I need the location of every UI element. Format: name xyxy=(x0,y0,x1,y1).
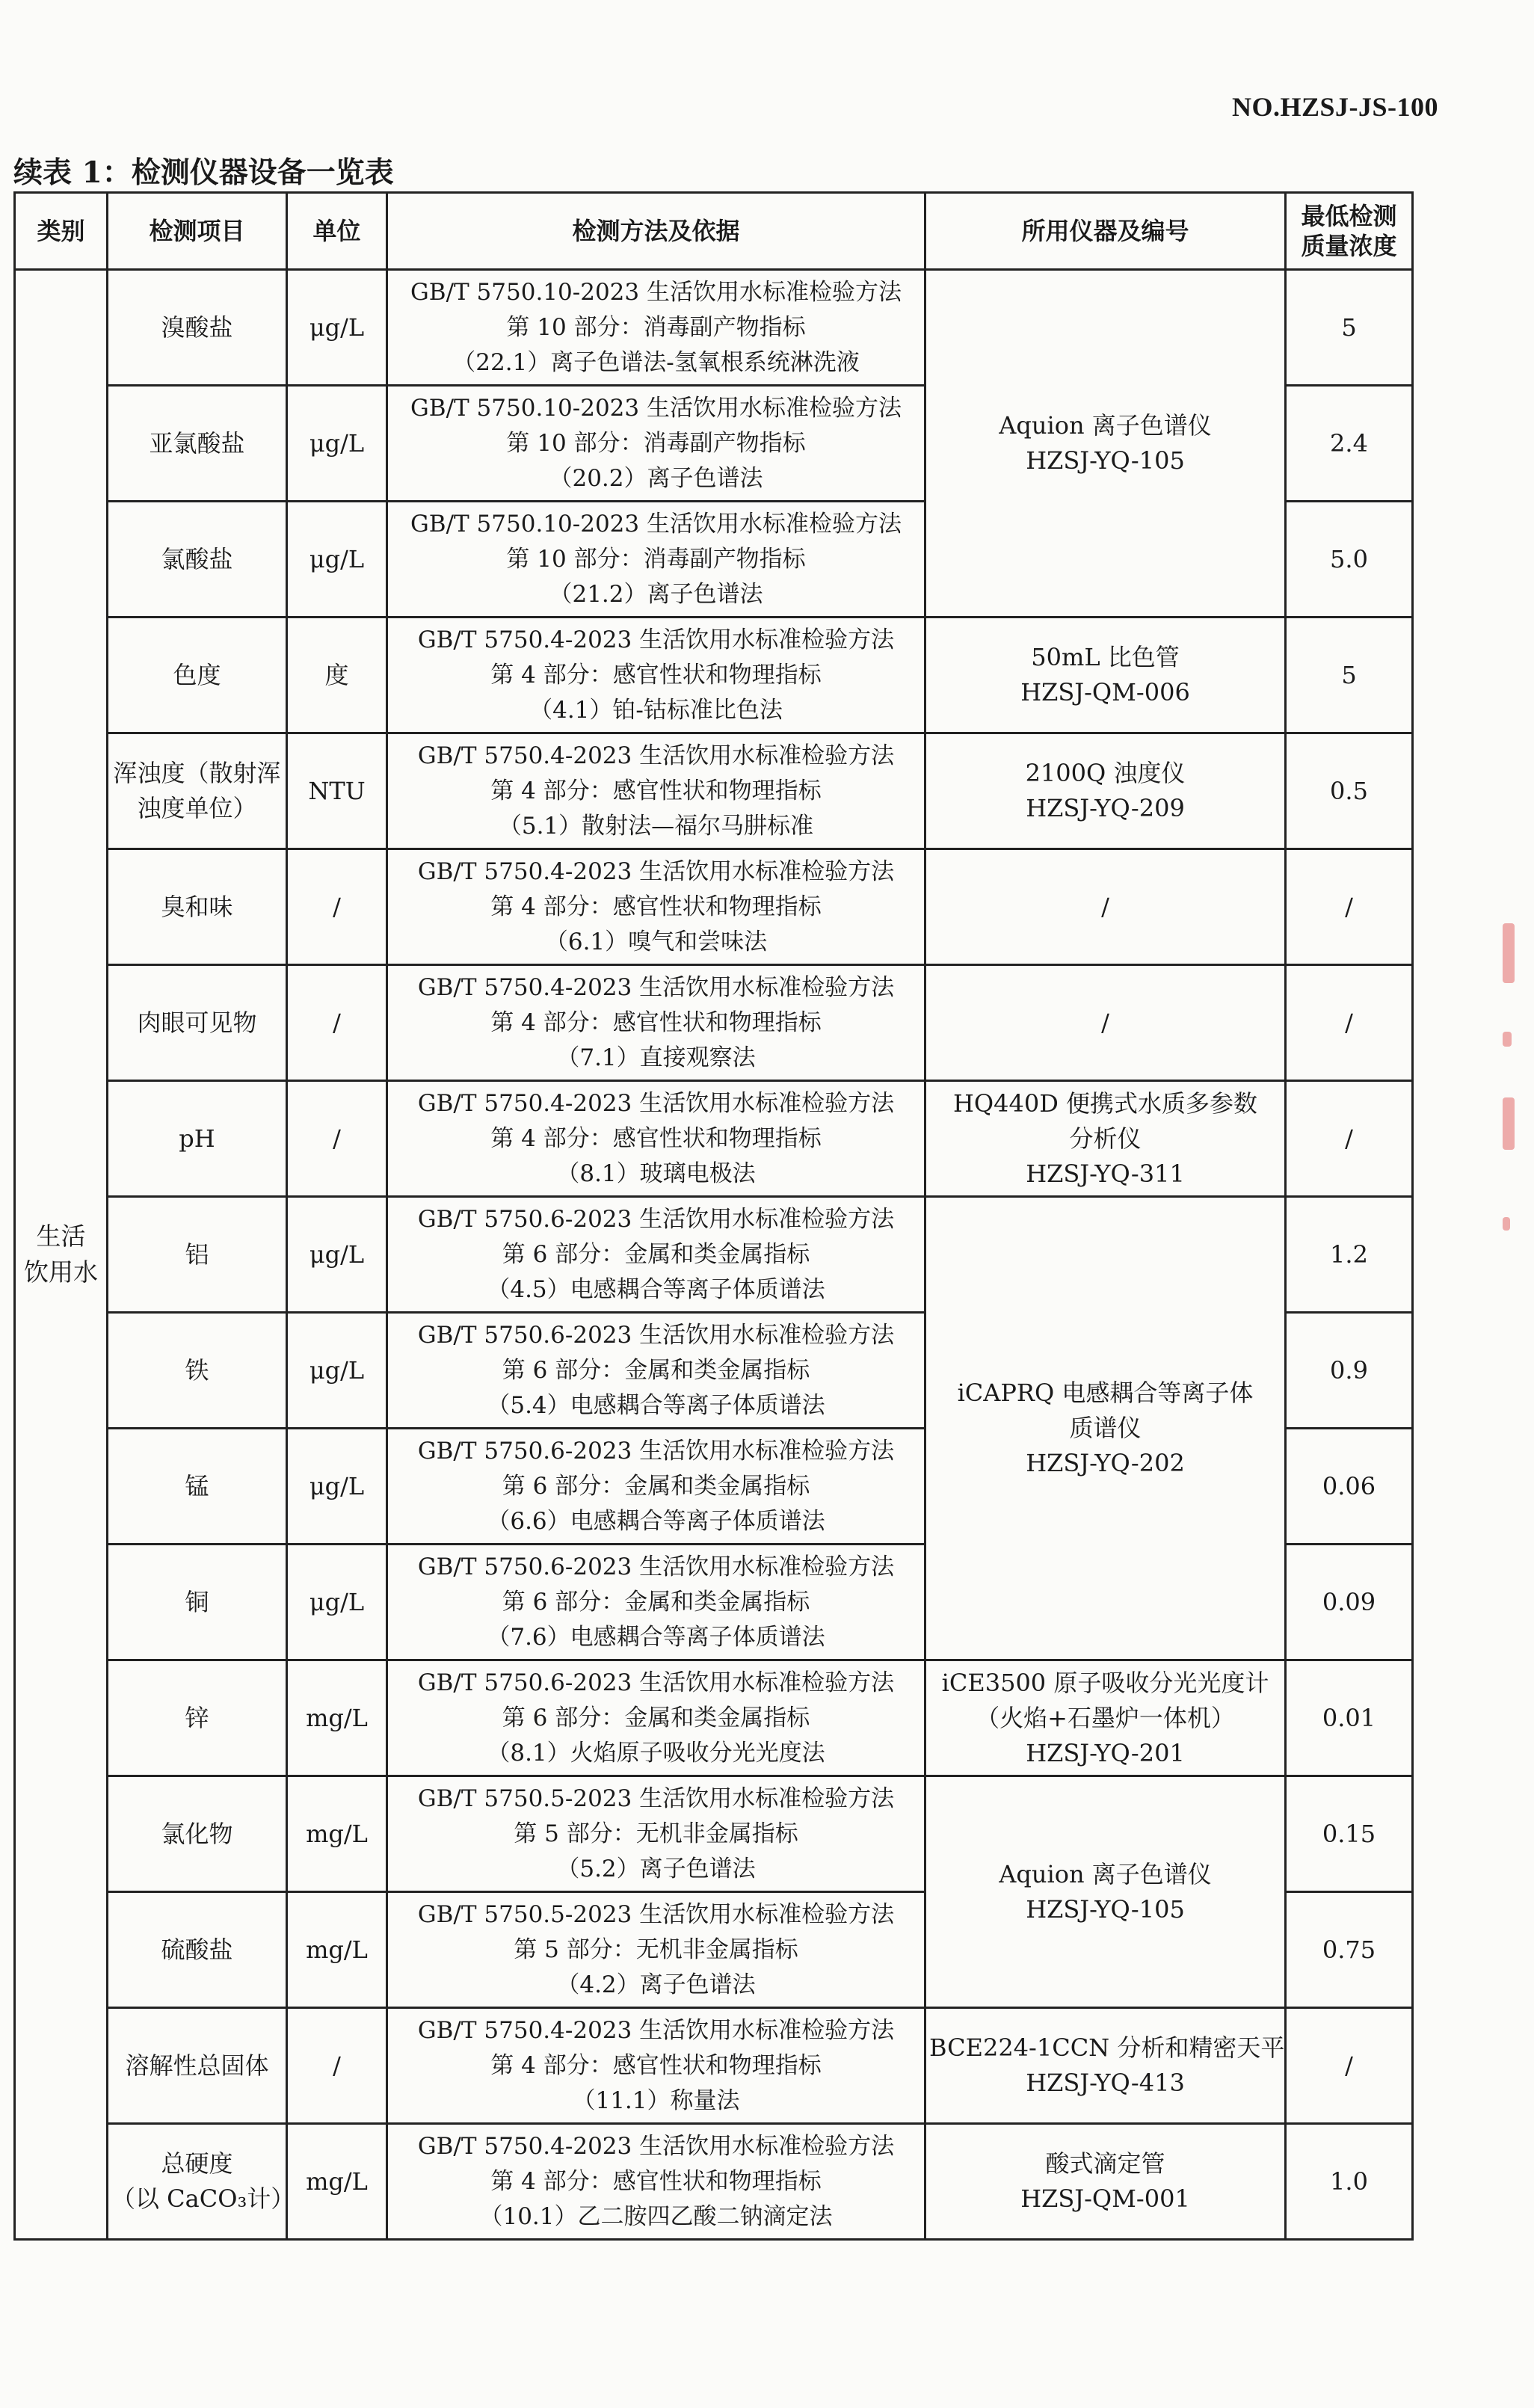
instrument-cell: Aquion 离子色谱仪 HZSJ-YQ-105 xyxy=(925,1776,1286,2008)
instrument-cell: iCE3500 原子吸收分光光度计 （火焰+石墨炉一体机） HZSJ-YQ-201 xyxy=(925,1660,1286,1776)
min-concentration-cell: / xyxy=(1286,965,1413,1081)
method-cell: GB/T 5750.10-2023 生活饮用水标准检验方法 第 10 部分：消毒副产物指标 （22.1）离子色谱法-氢氧根系统淋洗液 xyxy=(387,270,925,386)
unit-cell: NTU xyxy=(287,733,387,849)
item-cell: pH xyxy=(108,1081,287,1197)
min-concentration-cell: 1.0 xyxy=(1286,2124,1413,2240)
min-concentration-cell: 0.15 xyxy=(1286,1776,1413,1892)
stamp-fragment xyxy=(1503,1217,1510,1231)
min-concentration-cell: 1.2 xyxy=(1286,1197,1413,1313)
method-cell: GB/T 5750.10-2023 生活饮用水标准检验方法 第 10 部分：消毒副产物指标 （21.2）离子色谱法 xyxy=(387,502,925,618)
method-cell: GB/T 5750.6-2023 生活饮用水标准检验方法 第 6 部分：金属和类金属指标 （8.1）火焰原子吸收分光光度法 xyxy=(387,1660,925,1776)
min-concentration-cell: / xyxy=(1286,2008,1413,2124)
unit-cell: mg/L xyxy=(287,1776,387,1892)
item-cell: 氯酸盐 xyxy=(108,502,287,618)
unit-cell: mg/L xyxy=(287,1660,387,1776)
item-cell: 肉眼可见物 xyxy=(108,965,287,1081)
unit-cell: / xyxy=(287,1081,387,1197)
unit-cell: 度 xyxy=(287,618,387,733)
method-cell: GB/T 5750.4-2023 生活饮用水标准检验方法 第 4 部分：感官性状和物理指标 （11.1）称量法 xyxy=(387,2008,925,2124)
item-cell: 氯化物 xyxy=(108,1776,287,1892)
min-concentration-cell: 2.4 xyxy=(1286,386,1413,502)
table-row xyxy=(15,270,1413,386)
unit-cell: μg/L xyxy=(287,1197,387,1313)
table-row xyxy=(15,1197,1413,1313)
min-concentration-cell: 0.5 xyxy=(1286,733,1413,849)
min-concentration-cell: 0.06 xyxy=(1286,1429,1413,1545)
item-cell: 亚氯酸盐 xyxy=(108,386,287,502)
method-cell: GB/T 5750.4-2023 生活饮用水标准检验方法 第 4 部分：感官性状和物理指标 （6.1）嗅气和尝味法 xyxy=(387,849,925,965)
min-concentration-cell: / xyxy=(1286,1081,1413,1197)
min-concentration-cell: 0.9 xyxy=(1286,1313,1413,1429)
item-cell: 硫酸盐 xyxy=(108,1892,287,2008)
method-cell: GB/T 5750.4-2023 生活饮用水标准检验方法 第 4 部分：感官性状和物理指标 （7.1）直接观察法 xyxy=(387,965,925,1081)
item-cell: 溶解性总固体 xyxy=(108,2008,287,2124)
table-caption: 续表 1：检测仪器设备一览表 xyxy=(13,155,394,190)
table-row xyxy=(15,2124,1413,2240)
item-cell: 总硬度 （以 CaCO₃计） xyxy=(108,2124,287,2240)
header-category: 类别 xyxy=(15,193,108,270)
instrument-cell: 酸式滴定管 HZSJ-QM-001 xyxy=(925,2124,1286,2240)
instrument-cell: iCAPRQ 电感耦合等离子体 质谱仪 HZSJ-YQ-202 xyxy=(925,1197,1286,1660)
min-concentration-cell: 5.0 xyxy=(1286,502,1413,618)
min-concentration-cell: / xyxy=(1286,849,1413,965)
table-row xyxy=(15,965,1413,1081)
header-unit: 单位 xyxy=(287,193,387,270)
item-cell: 铜 xyxy=(108,1545,287,1660)
stamp-fragment xyxy=(1503,1097,1515,1150)
method-cell: GB/T 5750.4-2023 生活饮用水标准检验方法 第 4 部分：感官性状和物理指标 （5.1）散射法—福尔马肼标准 xyxy=(387,733,925,849)
table-header-row xyxy=(15,193,1413,270)
method-cell: GB/T 5750.6-2023 生活饮用水标准检验方法 第 6 部分：金属和类金属指标 （6.6）电感耦合等离子体质谱法 xyxy=(387,1429,925,1545)
header-min-concentration: 最低检测 质量浓度 xyxy=(1286,193,1413,270)
unit-cell: mg/L xyxy=(287,2124,387,2240)
table-row xyxy=(15,849,1413,965)
unit-cell: μg/L xyxy=(287,1545,387,1660)
unit-cell: μg/L xyxy=(287,270,387,386)
method-cell: GB/T 5750.4-2023 生活饮用水标准检验方法 第 4 部分：感官性状和物理指标 （8.1）玻璃电极法 xyxy=(387,1081,925,1197)
item-cell: 浑浊度（散射浑 浊度单位） xyxy=(108,733,287,849)
table-row xyxy=(15,733,1413,849)
unit-cell: μg/L xyxy=(287,502,387,618)
min-concentration-cell: 5 xyxy=(1286,618,1413,733)
method-cell: GB/T 5750.5-2023 生活饮用水标准检验方法 第 5 部分：无机非金属指标 （4.2）离子色谱法 xyxy=(387,1892,925,2008)
method-cell: GB/T 5750.4-2023 生活饮用水标准检验方法 第 4 部分：感官性状和物理指标 （10.1）乙二胺四乙酸二钠滴定法 xyxy=(387,2124,925,2240)
instrument-cell: Aquion 离子色谱仪 HZSJ-YQ-105 xyxy=(925,270,1286,618)
min-concentration-cell: 0.75 xyxy=(1286,1892,1413,2008)
unit-cell: μg/L xyxy=(287,1313,387,1429)
table-row xyxy=(15,618,1413,733)
unit-cell: μg/L xyxy=(287,1429,387,1545)
stamp-fragment xyxy=(1503,1032,1512,1047)
method-cell: GB/T 5750.4-2023 生活饮用水标准检验方法 第 4 部分：感官性状和物理指标 （4.1）铂-钴标准比色法 xyxy=(387,618,925,733)
unit-cell: μg/L xyxy=(287,386,387,502)
document-number: NO.HZSJ-JS-100 xyxy=(1231,92,1438,122)
min-concentration-cell: 0.09 xyxy=(1286,1545,1413,1660)
header-item: 检测项目 xyxy=(108,193,287,270)
header-method: 检测方法及依据 xyxy=(387,193,925,270)
instrument-cell: 2100Q 浊度仪 HZSJ-YQ-209 xyxy=(925,733,1286,849)
instrument-cell: / xyxy=(925,849,1286,965)
min-concentration-cell: 5 xyxy=(1286,270,1413,386)
unit-cell: mg/L xyxy=(287,1892,387,2008)
method-cell: GB/T 5750.6-2023 生活饮用水标准检验方法 第 6 部分：金属和类金属指标 （5.4）电感耦合等离子体质谱法 xyxy=(387,1313,925,1429)
table-row xyxy=(15,1660,1413,1776)
item-cell: 色度 xyxy=(108,618,287,733)
category-cell: 生活 饮用水 xyxy=(15,270,108,2240)
instrument-cell: HQ440D 便携式水质多参数 分析仪 HZSJ-YQ-311 xyxy=(925,1081,1286,1197)
item-cell: 铝 xyxy=(108,1197,287,1313)
item-cell: 铁 xyxy=(108,1313,287,1429)
instrument-table xyxy=(13,191,1414,2241)
instrument-cell: BCE224-1CCN 分析和精密天平 HZSJ-YQ-413 xyxy=(925,2008,1286,2124)
method-cell: GB/T 5750.6-2023 生活饮用水标准检验方法 第 6 部分：金属和类金属指标 （7.6）电感耦合等离子体质谱法 xyxy=(387,1545,925,1660)
method-cell: GB/T 5750.5-2023 生活饮用水标准检验方法 第 5 部分：无机非金属指标 （5.2）离子色谱法 xyxy=(387,1776,925,1892)
instrument-cell: 50mL 比色管 HZSJ-QM-006 xyxy=(925,618,1286,733)
unit-cell: / xyxy=(287,849,387,965)
table-row xyxy=(15,1776,1413,1892)
header-instrument: 所用仪器及编号 xyxy=(925,193,1286,270)
item-cell: 锰 xyxy=(108,1429,287,1545)
unit-cell: / xyxy=(287,2008,387,2124)
instrument-cell: / xyxy=(925,965,1286,1081)
item-cell: 溴酸盐 xyxy=(108,270,287,386)
table-row xyxy=(15,1081,1413,1197)
stamp-fragment xyxy=(1503,923,1515,983)
item-cell: 锌 xyxy=(108,1660,287,1776)
unit-cell: / xyxy=(287,965,387,1081)
method-cell: GB/T 5750.6-2023 生活饮用水标准检验方法 第 6 部分：金属和类金属指标 （4.5）电感耦合等离子体质谱法 xyxy=(387,1197,925,1313)
method-cell: GB/T 5750.10-2023 生活饮用水标准检验方法 第 10 部分：消毒副产物指标 （20.2）离子色谱法 xyxy=(387,386,925,502)
table-row xyxy=(15,2008,1413,2124)
min-concentration-cell: 0.01 xyxy=(1286,1660,1413,1776)
item-cell: 臭和味 xyxy=(108,849,287,965)
